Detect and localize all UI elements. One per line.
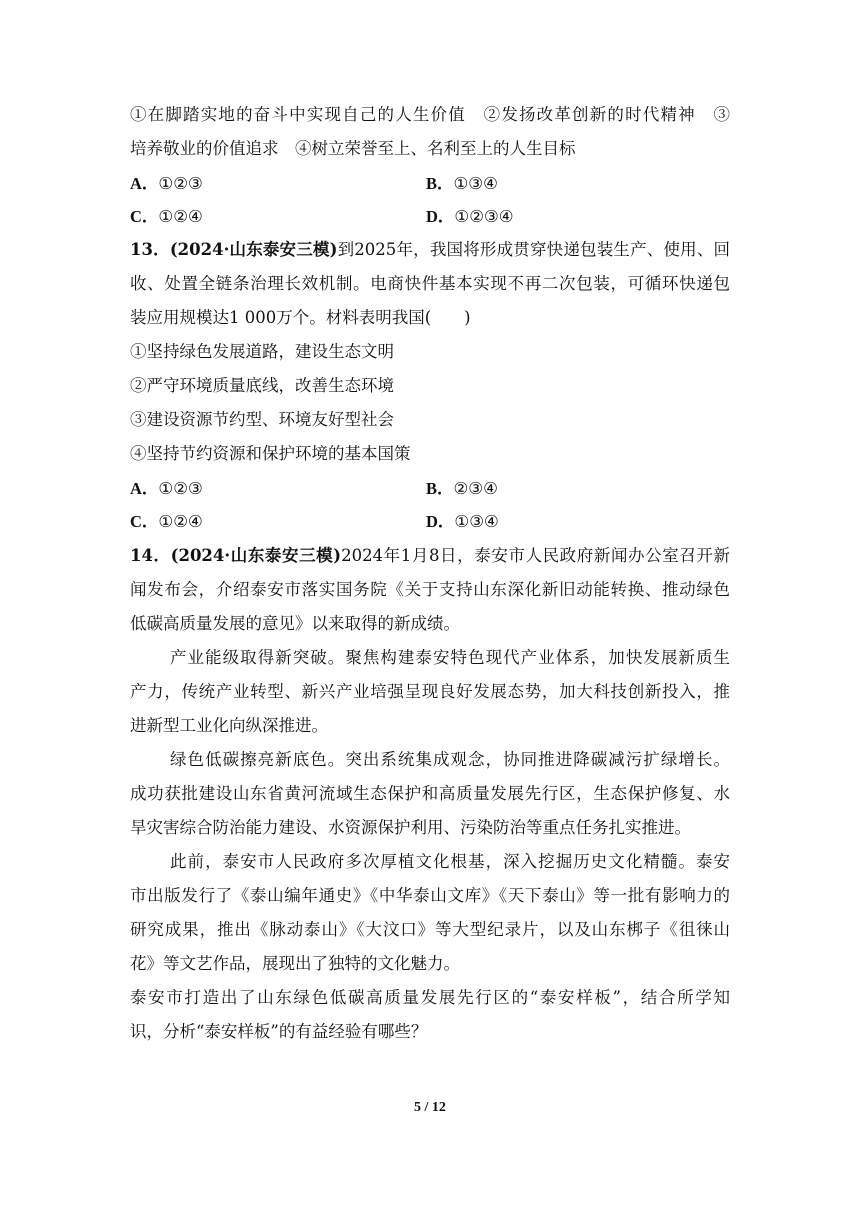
q12-choice-b: B．①③④ [426, 174, 498, 193]
q12-options-line-1: ①在脚踏实地的奋斗中实现自己的人生价值 ②发扬改革创新的时代精神 ③ [130, 105, 730, 124]
q14-para3-line-3: 研究成果，推出《脉动泰山》《大汶口》等大型纪录片，以及山东梆子《徂徕山 [130, 920, 730, 939]
q13-statement-2: ②严守环境质量底线，改善生态环境 [130, 376, 394, 395]
q14-para1-line-3: 进新型工业化向纵深推进。 [130, 716, 328, 735]
q14-question-line-2: 识，分析“泰安样板”的有益经验有哪些？ [130, 1022, 428, 1041]
q14-para3-line-2: 市出版发行了《泰山编年通史》《中华泰山文库》《天下泰山》等一批有影响力的 [130, 886, 730, 905]
q12-choice-c: C．①②④ [130, 207, 203, 226]
q14-question-line-1: 泰安市打造出了山东绿色低碳高质量发展先行区的“泰安样板”，结合所学知 [130, 988, 730, 1007]
q14-para3-line-1: 此前，泰安市人民政府多次厚植文化根基，深入挖掘历史文化精髓。泰安 [170, 852, 730, 871]
q14-para2-line-2: 成功获批建设山东省黄河流域生态保护和高质量发展先行区，生态保护修复、水 [130, 784, 730, 803]
page-number: 5 / 12 [414, 1100, 446, 1115]
q13-choice-d: D．①③④ [426, 512, 499, 531]
q12-choice-d: D．①②③④ [426, 207, 514, 226]
q13-source: (2024·山东泰安三模) [169, 240, 338, 259]
q14-para3-line-4: 花》等文艺作品，展现出了独特的文化魅力。 [130, 954, 460, 973]
q14-para2-line-3: 旱灾害综合防治能力建设、水资源保护利用、污染防治等重点任务扎实推进。 [130, 818, 691, 837]
q14-para2-line-1: 绿色低碳擦亮新底色。突出系统集成观念，协同推进降碳减污扩绿增长。 [170, 750, 730, 769]
q13-stem-line-1: 13．(2024·山东泰安三模)到2025年，我国将形成贯穿快递包装生产、使用、回 [130, 240, 731, 259]
q12-choice-row-1 [130, 173, 730, 195]
q12-options-line-2: 培养敬业的价值追求 ④树立荣誉至上、名利至上的人生目标 [130, 139, 576, 158]
q14-intro-line-2: 闻发布会，介绍泰安市落实国务院《关于支持山东深化新旧动能转换、推动绿色 [130, 580, 730, 599]
q13-stem-line-3: 装应用规模达1 000万个。材料表明我国( ) [130, 308, 471, 327]
q12-choice-row-2 [130, 206, 730, 228]
q14-intro-line-1: 14．(2024·山东泰安三模)2024年1月8日，泰安市人民政府新闻办公室召开新 [130, 546, 731, 565]
q13-statement-4: ④坚持节约资源和保护环境的基本国策 [130, 444, 411, 463]
q13-statement-3: ③建设资源节约型、环境友好型社会 [130, 410, 394, 429]
q13-choice-b: B．②③④ [426, 479, 498, 498]
q13-stem-line-2: 收、处置全链条治理长效机制。电商快件基本实现不再二次包装，可循环快递包 [130, 274, 730, 293]
q14-source: (2024·山东泰安三模) [170, 546, 342, 565]
q14-intro-line-3: 低碳高质量发展的意见》以来取得的新成绩。 [130, 614, 460, 633]
q13-choice-a: A．①②③ [130, 479, 203, 498]
q13-choice-row-1 [130, 478, 730, 500]
q14-number: 14． [130, 546, 171, 565]
q13-statement-1: ①坚持绿色发展道路，建设生态文明 [130, 342, 394, 361]
q13-choice-row-2 [130, 511, 730, 533]
q12-choice-a: A．①②③ [130, 174, 203, 193]
q14-para1-line-1: 产业能级取得新突破。聚焦构建泰安特色现代产业体系，加快发展新质生 [170, 648, 730, 667]
q14-para1-line-2: 产力，传统产业转型、新兴产业培强呈现良好发展态势，加大科技创新投入，推 [130, 682, 730, 701]
q13-number: 13． [130, 240, 170, 259]
q13-choice-c: C．①②④ [130, 512, 203, 531]
